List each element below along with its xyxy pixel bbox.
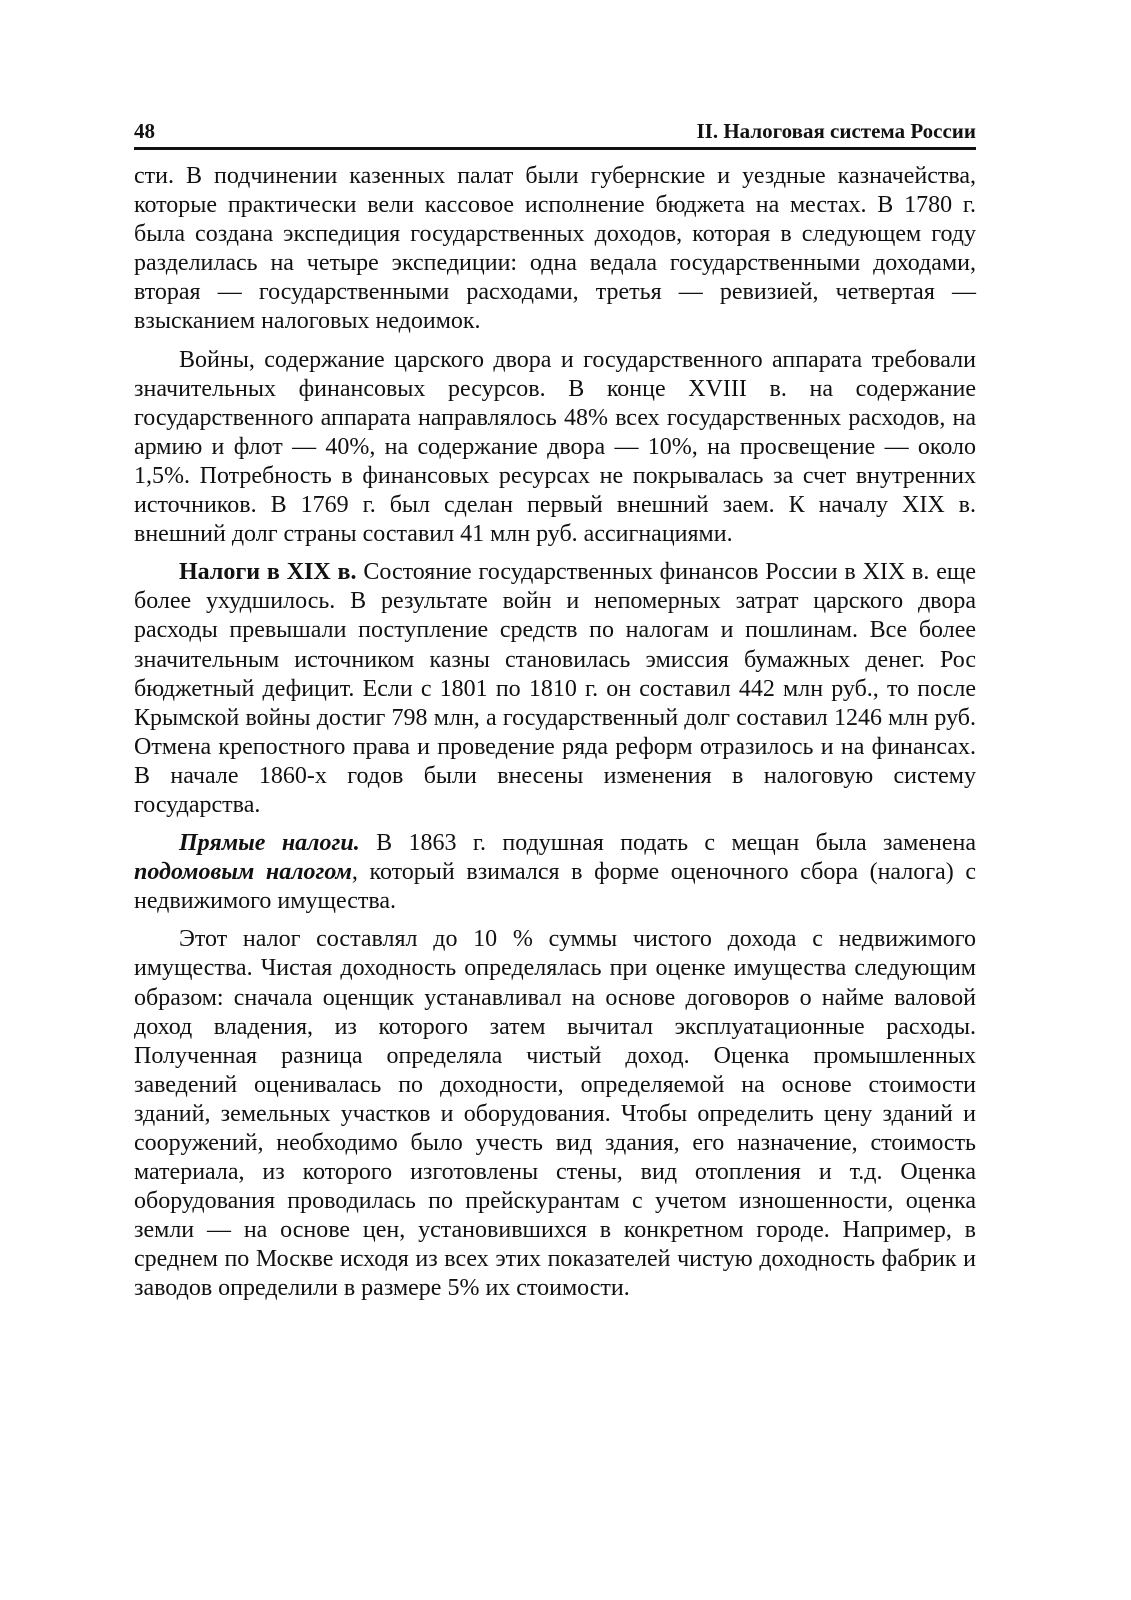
paragraph-4-text-b: , который взимался в форме оценочного сбора (налога) с недвижимого имущества. — [134, 859, 976, 915]
paragraph-2: Войны, содержание царского двора и государственного аппарата требовали значительных финансовых ресурсов. В конце XVIII в. на содержание государственного аппарата направлялось 48% всех государственных расходов, на армию и флот — 40%, на содержание двора — 10%, на просвещение — около 1,5%. Потребность в финансовых ресурсах не покрывалась за счет внутренних источников. В 1769 г. был сделан первый внешний заем. К началу XIX в. внешний долг страны составил 41 млн руб. ассигнациями. — [134, 346, 976, 548]
term-house-tax: подомовым налогом — [134, 859, 352, 886]
paragraph-1: сти. В подчинении казенных палат были губернские и уездные казначейства, которые практически вели кассовое исполнение бюджета на местах. В 1780 г. была создана экспедиция государственных доходов, которая в следующем году разделилась на четыре экспедиции: одна ведала государственными доходами, вторая — государственными расходами, третья — ревизией, четвертая — взысканием налоговых недоимок. — [134, 163, 976, 335]
section-heading-direct-taxes: Прямые налоги. — [179, 830, 360, 857]
paragraph-4 — [134, 829, 976, 916]
paragraph-3-text: Состояние государственных финансов России в XIX в. еще более ухудшилось. В результате войн и непомерных затрат царского двора расходы превышали поступление средств по налогам и пошлинам. Все более значительным источником казны становилась эмиссия бумажных денег. Рос бюджетный дефицит. Если с 1801 по 1810 г. он составил 442 млн руб., то после Крымской войны достиг 798 млн, а государственный долг составил 1246 млн руб. Отмена крепостного права и проведение ряда реформ отразилось и на финансах. В начале 1860-х годов были внесены изменения в налоговую систему государства. — [134, 559, 977, 818]
paragraph-4-text-a: В 1863 г. подушная подать с мещан была заменена — [359, 830, 976, 857]
paragraph-5: Этот налог составлял до 10 % суммы чистого дохода с недвижимого имущества. Чистая доходность определялась при оценке имущества следующим образом: сначала оценщик устанавливал на основе договоров о найме валовой доход владения, из которого затем вычитал эксплуатационные расходы. Полученная разница определяла чистый доход. Оценка промышленных заведений оценивалась по доходности, определяемой на основе стоимости зданий, земельных участков и оборудования. Чтобы определить цену зданий и сооружений, необходимо было учесть вид здания, его назначение, стоимость материала, из которого изготовлены стены, вид отопления и т.д. Оценка оборудования проводилась по прейскурантам с учетом изношенности, оценка земли — на основе цен, установившихся в конкретном городе. Например, в среднем по Москве исходя из всех этих показателей чистую доходность фабрик и заводов определили в размере 5% их стоимости. — [134, 926, 976, 1302]
section-heading-taxes-19th-century: Налоги в XIX в. — [179, 559, 357, 586]
body-text — [134, 162, 976, 1313]
running-head: II. Налоговая система России — [696, 119, 976, 143]
page-header — [134, 113, 976, 150]
paragraph-3 — [134, 558, 976, 820]
page-number: 48 — [134, 119, 155, 143]
